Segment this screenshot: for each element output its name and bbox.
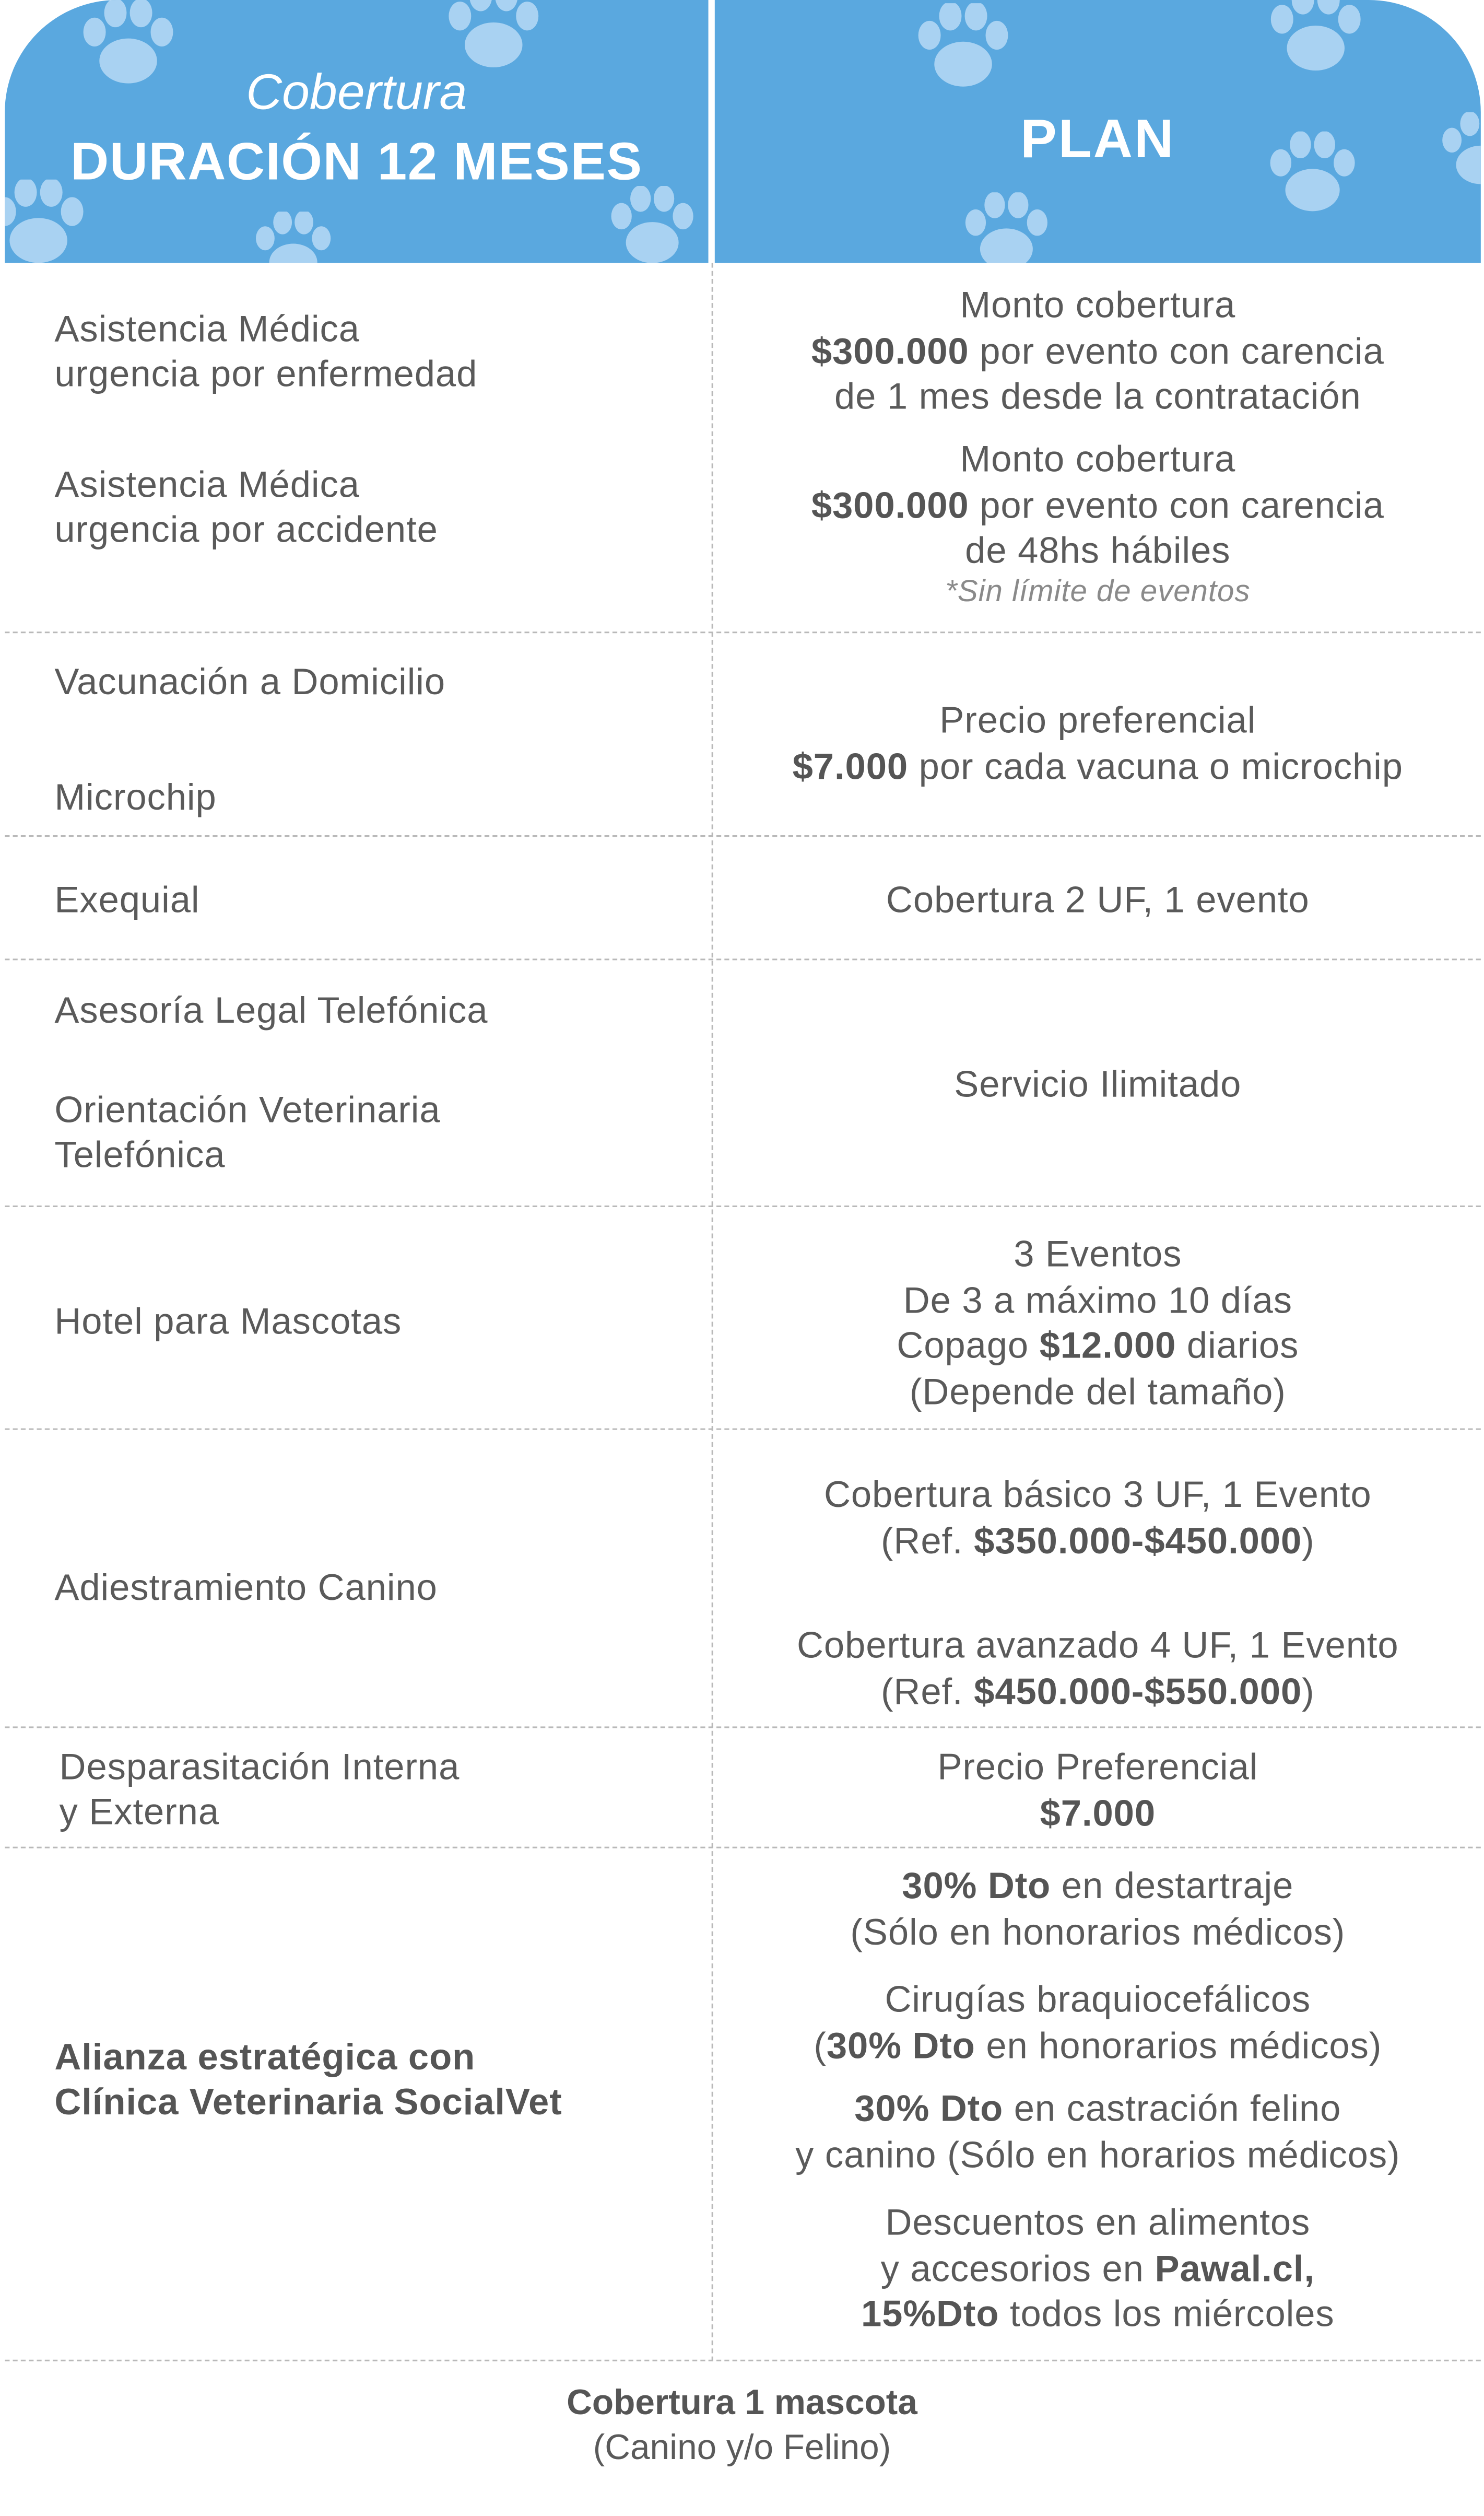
paw-print-icon [907,3,1019,99]
plan-deworming [715,1744,1481,1835]
plan-medical-accident [715,436,1481,612]
plan-vaccination [715,697,1481,789]
plan-text [715,328,1481,373]
row-divider [5,1206,1481,1207]
benefit-deworming [60,1744,701,1834]
plan-text [715,743,1481,789]
row-divider [5,1847,1481,1848]
plan-text: ( [814,2023,827,2066]
plan-text: (Sólo en honorarios médicos) [850,1910,1346,1952]
plan-text: todos los miércoles [1009,2292,1335,2334]
note-text: *Sin límite de eventos [945,575,1251,608]
plan-text: Monto cobertura [960,284,1236,326]
row-divider [5,958,1481,960]
row-divider [5,631,1481,633]
discount: 30% Dto [854,2087,1004,2129]
plan-text [715,1668,1481,1713]
benefit-pet-hotel: Hotel para Mascotas [54,1300,402,1342]
plan-text: Cobertura básico 3 UF, 1 Evento [823,1473,1372,1515]
pawal-link-text: Pawal.cl, [1155,2246,1315,2289]
plan-text [715,2245,1481,2290]
benefit-medical-accident [54,462,696,552]
benefit-label: Telefónica [54,1133,226,1175]
plan-socialvet-castration [715,2086,1481,2177]
paw-print-icon [245,212,341,263]
row-divider [5,835,1481,837]
column-divider [712,263,713,2361]
row-divider [5,2360,1481,2361]
plan-text: (Ref. [880,1669,963,1712]
benefit-medical-illness [54,306,696,396]
header-plan-label: PLAN [1020,109,1175,170]
plan-text: ) [1302,1518,1315,1561]
plan-dog-training-basic [715,1471,1481,1563]
footer-title: Cobertura 1 mascota [567,2382,917,2423]
amount: $450.000-$550.000 [974,1669,1302,1712]
amount: $7.000 [1040,1791,1156,1833]
plan-text: De 3 a máximo 10 días [903,1278,1292,1320]
plan-text: por cada vacuna o microchip [918,744,1403,787]
plan-text: y accesorios en [880,2246,1144,2289]
amount: $350.000-$450.000 [974,1518,1302,1561]
header-coverage-label: Cobertura [246,64,467,121]
plan-text: por evento con carencia [980,483,1384,525]
row-divider [5,1726,1481,1728]
benefit-label: Alianza estratégica con [54,2035,476,2078]
benefit-label: Orientación Veterinaria [54,1088,441,1130]
benefit-socialvet-alliance [54,2034,696,2124]
plan-medical-illness [715,282,1481,419]
footer-note [0,2381,1484,2471]
plan-text: 3 Eventos [1014,1233,1182,1274]
benefit-label: urgencia por enfermedad [54,353,478,394]
benefit-legal-advice: Asesoría Legal Telefónica [54,989,488,1031]
plan-text: y canino (Sólo en horarios médicos) [795,2133,1400,2175]
benefit-vaccination: Vacunación a Domicilio [54,660,446,703]
plan-text: Cobertura avanzado 4 UF, 1 Evento [796,1623,1399,1666]
amount: $300.000 [811,483,969,525]
plan-text [715,2291,1481,2336]
plan-text: Precio Preferencial [937,1746,1258,1788]
row-divider [5,1429,1481,1430]
plan-unlimited-service: Servicio Ilimitado [954,1062,1242,1105]
benefit-microchip: Microchip [54,776,217,818]
benefit-label: Clínica Veterinaria SocialVet [54,2080,562,2123]
benefit-funeral: Exequial [54,878,200,920]
paw-print-icon [601,186,703,263]
plan-socialvet-surgery [715,1976,1481,2068]
footer-subtitle: (Canino y/o Felino) [593,2427,891,2467]
plan-text: en honorarios médicos) [986,2023,1382,2066]
plan-text: diarios [1186,1324,1299,1366]
benefit-label: y Externa [59,1791,220,1832]
benefit-label: Asistencia Médica [54,463,360,505]
plan-text [715,1863,1481,1908]
discount: 30% Dto [826,2023,975,2066]
plan-text: (Depende del tamaño) [909,1370,1286,1412]
amount: $300.000 [811,329,969,371]
plan-text: Precio preferencial [939,699,1256,741]
amount: $12.000 [1039,1324,1176,1366]
plan-pet-hotel [715,1231,1481,1414]
plan-text: de 48hs hábiles [965,529,1231,571]
discount: 15%Dto [861,2292,999,2334]
header-coverage-cell [5,0,708,263]
plan-text [715,2086,1481,2131]
paw-print-icon [1259,0,1372,84]
plan-text: (Ref. [880,1518,963,1561]
plan-text [715,2022,1481,2068]
header-duration-label: DURACIÓN 12 MESES [70,131,643,191]
plan-text: de 1 mes desde la contratación [834,375,1361,417]
paw-print-icon [955,192,1057,263]
plan-socialvet-dental [715,1863,1481,1954]
plan-text [715,1517,1481,1563]
benefit-label: urgencia por accidente [54,508,438,550]
benefit-vet-phone [54,1087,696,1177]
plan-text: Cirugías braquiocefálicos [885,1978,1311,2020]
plan-text: Copago [897,1324,1029,1366]
plan-text: ) [1302,1669,1315,1712]
plan-text [715,482,1481,527]
benefit-dog-training: Adiestramiento Canino [54,1566,438,1608]
benefit-label: Desparasitación Interna [59,1746,460,1788]
plan-text: Monto cobertura [960,437,1236,479]
benefit-label: Asistencia Médica [54,308,360,350]
amount: $7.000 [792,744,909,787]
discount: 30% Dto [902,1864,1051,1906]
plan-text: en castración felino [1014,2087,1341,2129]
plan-text: por evento con carencia [980,329,1384,371]
plan-pawal-discount [715,2199,1481,2336]
plan-dog-training-advanced [715,1622,1481,1714]
plan-text: Descuentos en alimentos [885,2201,1311,2243]
plan-funeral: Cobertura 2 UF, 1 evento [886,878,1310,920]
header-plan-cell [715,0,1481,263]
plan-text [715,1323,1481,1368]
plan-text: en destartraje [1061,1864,1294,1906]
